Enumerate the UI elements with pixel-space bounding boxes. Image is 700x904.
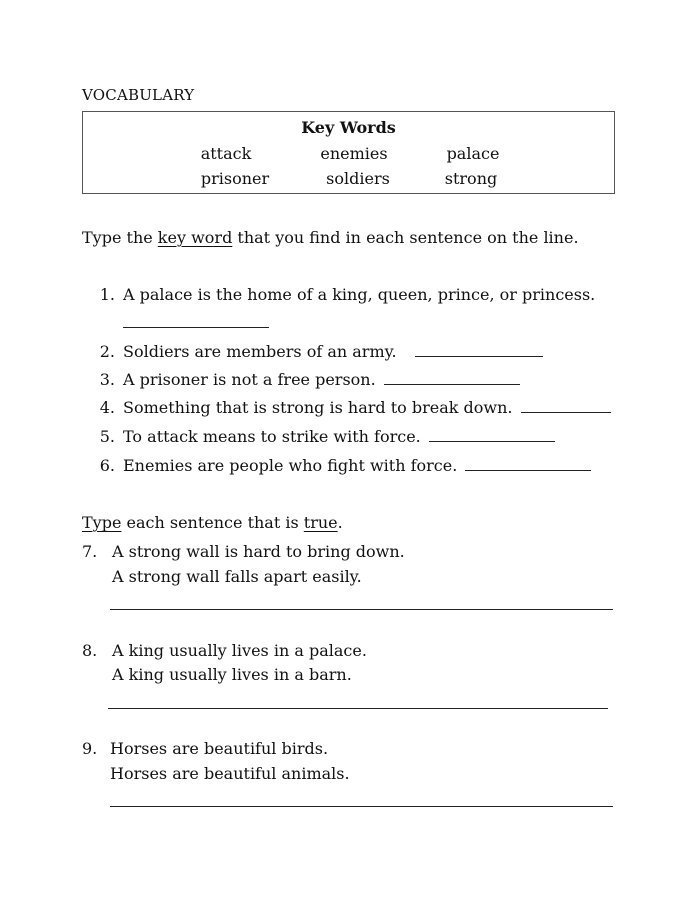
sentence-item <box>93 427 555 446</box>
instruction-1 <box>82 228 579 247</box>
item-number: 5. <box>99 427 115 446</box>
key-words-box <box>82 111 615 194</box>
key-word-soldiers: soldiers <box>326 169 390 188</box>
instruction-2-underlined-true: true <box>303 513 338 532</box>
option-text: Horses are beautiful animals. <box>110 764 350 783</box>
answer-line-7[interactable] <box>110 609 613 610</box>
answer-line-3[interactable] <box>384 372 520 385</box>
item-number: 6. <box>99 456 115 475</box>
instruction-2-text: each sentence that is <box>121 513 304 532</box>
item-text: Something that is strong is hard to break down. <box>123 398 513 417</box>
item-number: 3. <box>99 370 115 389</box>
item-text: Enemies are people who fight with force. <box>123 456 458 475</box>
key-word-enemies: enemies <box>320 144 388 163</box>
item-number: 1. <box>99 285 115 304</box>
option-text: A strong wall falls apart easily. <box>112 567 362 586</box>
item-text: A palace is the home of a king, queen, prince, or princess. <box>123 285 596 304</box>
answer-line-8[interactable] <box>108 708 608 709</box>
sentence-item <box>93 370 520 389</box>
answer-line-5[interactable] <box>429 429 555 442</box>
key-word-prisoner: prisoner <box>200 169 270 188</box>
option-text: A king usually lives in a palace. <box>112 641 367 660</box>
item-text: Soldiers are members of an army. <box>123 342 397 361</box>
sentence-item <box>93 398 611 417</box>
sentence-item <box>93 456 591 475</box>
item-number: 8. <box>82 641 98 660</box>
item-text: To attack means to strike with force. <box>123 427 421 446</box>
option-text: A strong wall is hard to bring down. <box>112 542 405 561</box>
instruction-1-underlined: key word <box>157 228 233 247</box>
instruction-2-underlined-type: Type <box>82 513 122 532</box>
instruction-2-text-end: . <box>337 513 343 532</box>
item-number: 7. <box>82 542 98 561</box>
answer-line-6[interactable] <box>465 458 591 471</box>
key-word-palace: palace <box>446 144 500 163</box>
sentence-item <box>93 285 595 304</box>
option-text: Horses are beautiful birds. <box>110 739 329 758</box>
answer-line-4[interactable] <box>521 400 611 413</box>
instruction-1-text-end: that you find in each sentence on the line. <box>232 228 579 247</box>
answer-line-2[interactable] <box>415 344 543 357</box>
key-word-attack: attack <box>200 144 252 163</box>
item-number: 2. <box>99 342 115 361</box>
instruction-2 <box>82 513 343 532</box>
instruction-1-text: Type the <box>82 228 158 247</box>
answer-line-9[interactable] <box>110 806 613 807</box>
answer-line-1[interactable] <box>123 327 269 328</box>
option-text: A king usually lives in a barn. <box>112 665 352 684</box>
item-text: A prisoner is not a free person. <box>123 370 376 389</box>
key-word-strong: strong <box>444 169 498 188</box>
page-heading: VOCABULARY <box>82 86 195 104</box>
item-number: 4. <box>99 398 115 417</box>
item-number: 9. <box>82 739 98 758</box>
key-words-title: Key Words <box>301 118 396 137</box>
sentence-item <box>93 342 543 361</box>
